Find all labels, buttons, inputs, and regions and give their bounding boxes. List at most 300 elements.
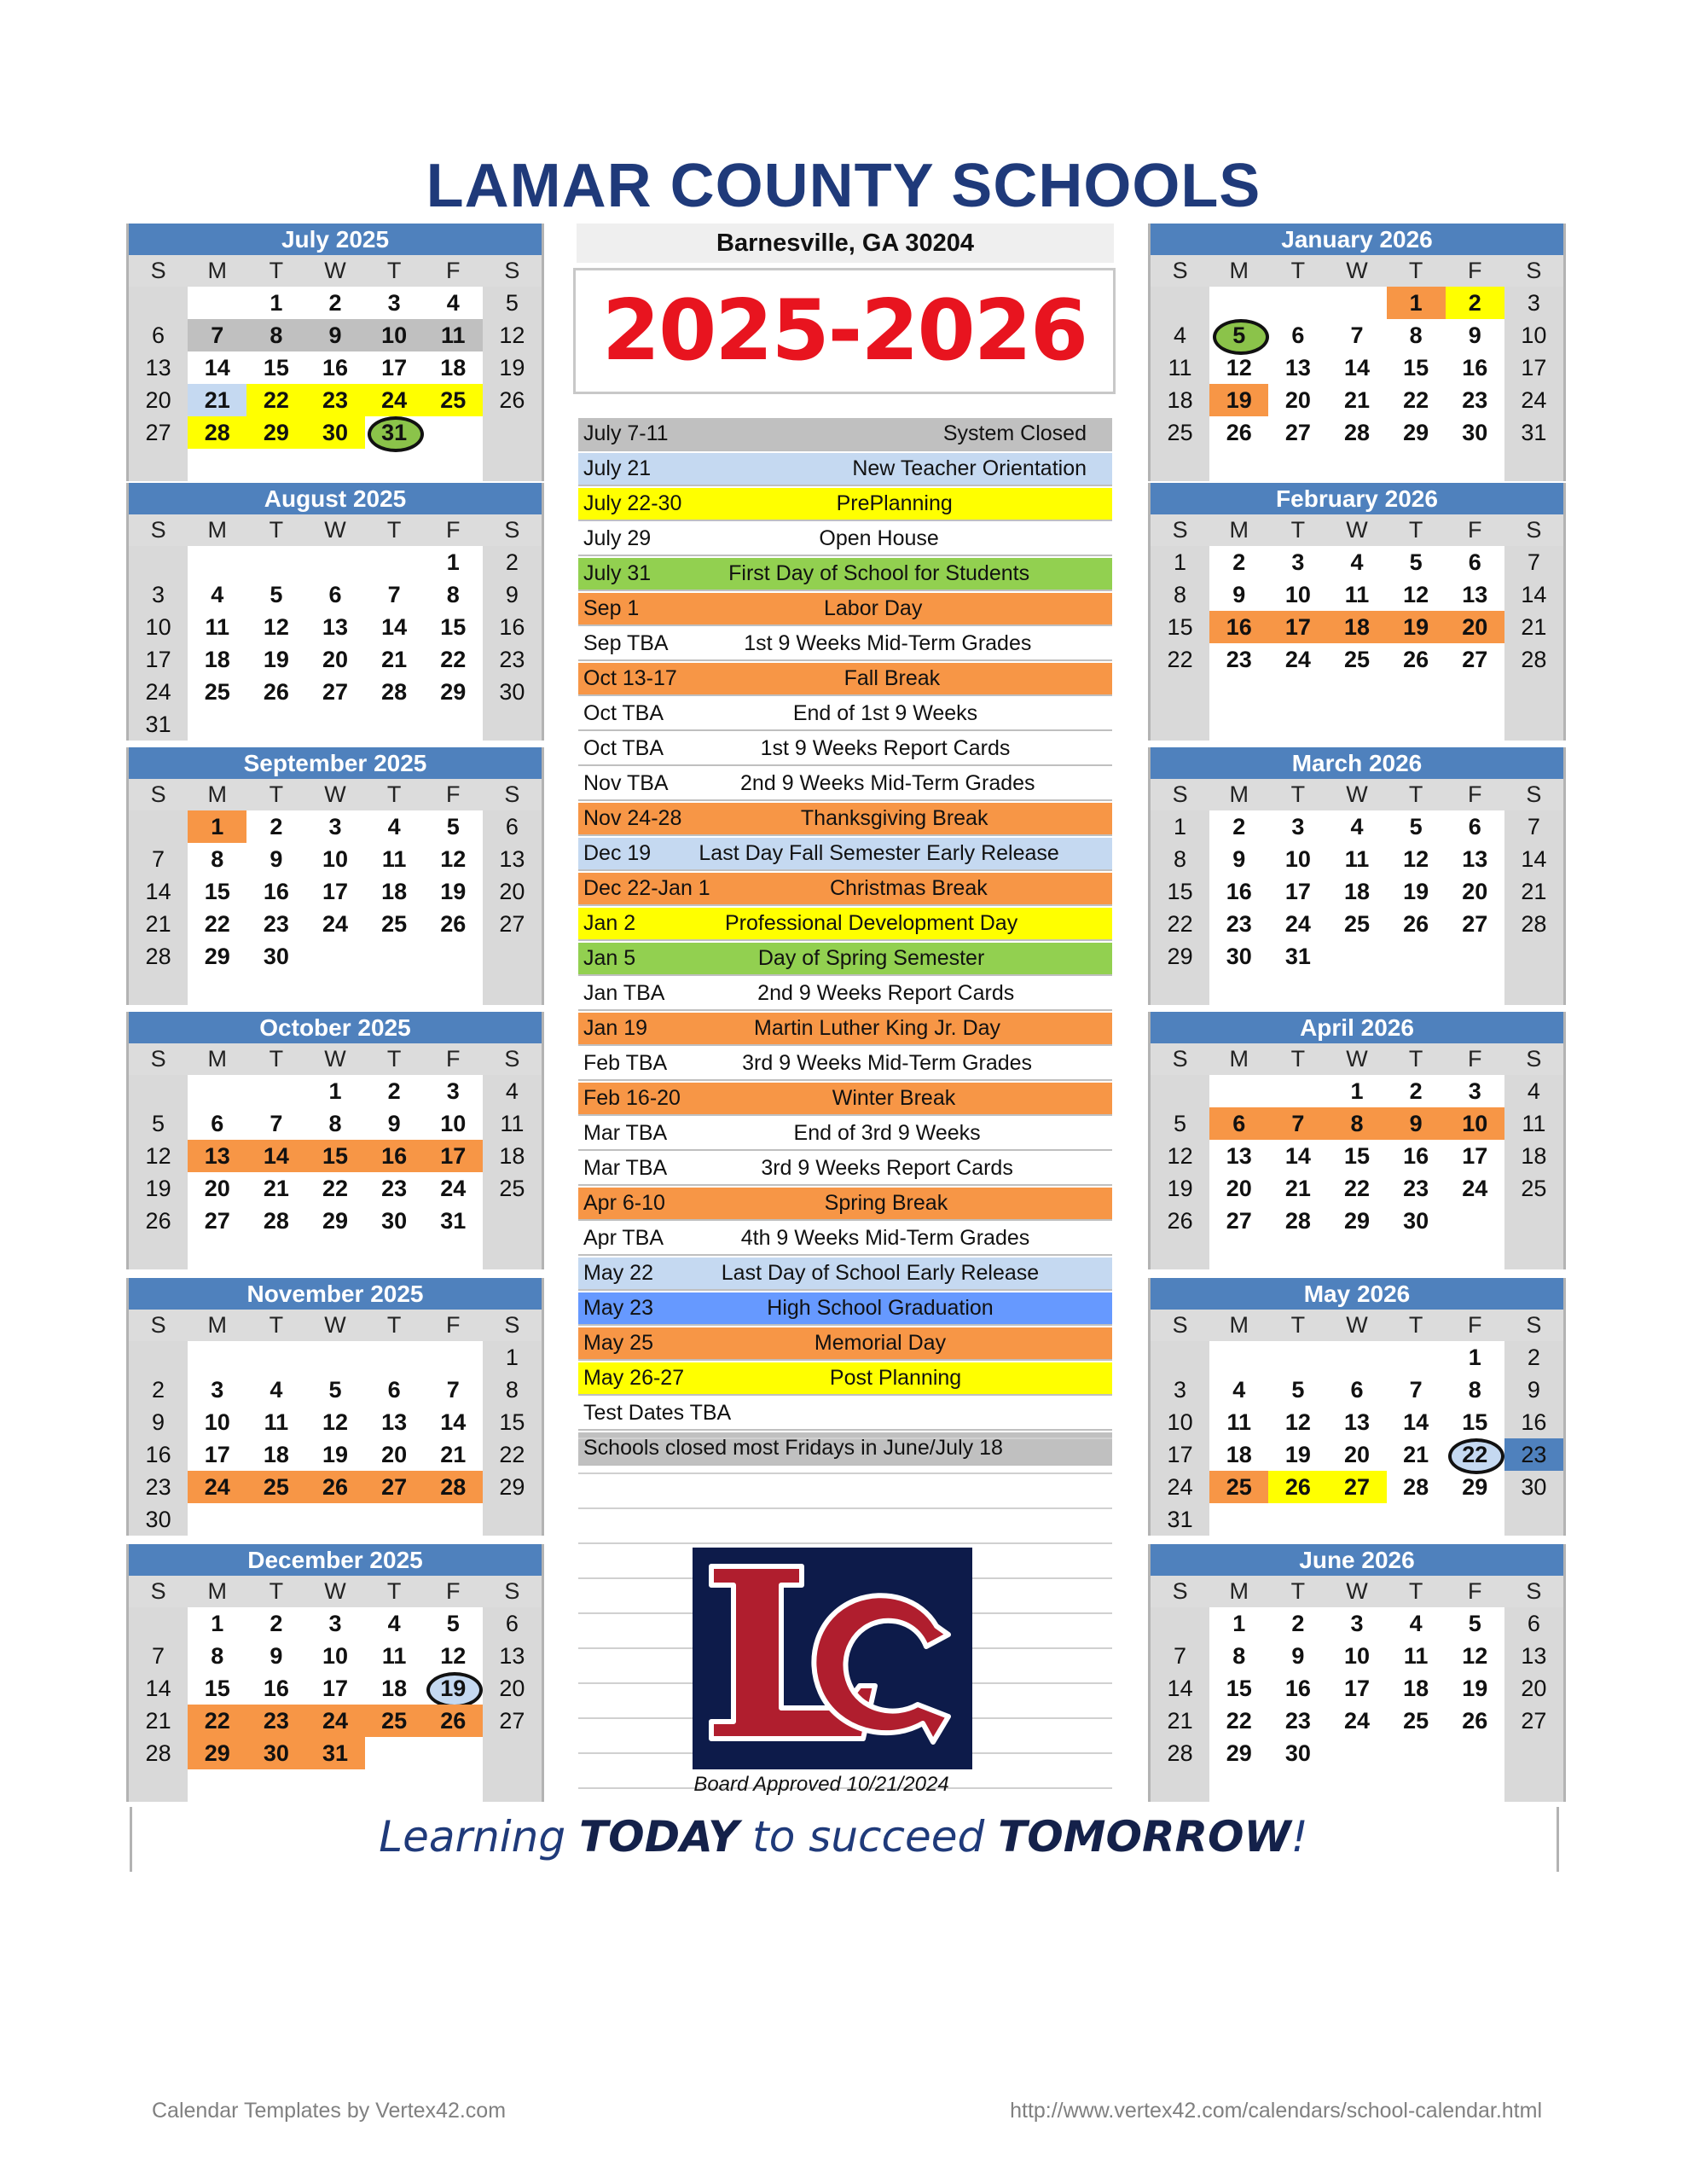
empty-day-cell <box>1504 449 1563 481</box>
day-cell: 6 <box>1468 549 1481 575</box>
empty-day-cell <box>188 1769 246 1802</box>
day-cell: 18 <box>1343 879 1371 904</box>
day-cell: 25 <box>1343 647 1371 672</box>
day-cell: 31 <box>1151 1503 1209 1536</box>
day-cell: 31 <box>440 1208 467 1234</box>
day-cell: 11 <box>1151 351 1209 384</box>
day-cell: 11 <box>1403 1643 1429 1669</box>
weekday-label: T <box>246 1310 305 1341</box>
day-cell: 18 <box>1504 1140 1563 1172</box>
day-cell: 29 <box>188 1737 246 1769</box>
month-title: October 2025 <box>129 1012 542 1043</box>
month-calendar <box>1148 747 1566 1005</box>
day-cell: 16 <box>483 611 542 643</box>
weekday-label: T <box>1387 1310 1446 1341</box>
month-title: August 2025 <box>129 483 542 514</box>
empty-day-cell <box>129 810 188 843</box>
day-cell: 1 <box>328 1078 342 1104</box>
empty-day-cell <box>1209 1075 1268 1107</box>
weekday-label: W <box>1327 779 1386 810</box>
day-cell: 11 <box>381 846 407 872</box>
weekday-label: S <box>1151 779 1209 810</box>
day-cell: 30 <box>1403 1208 1429 1234</box>
weekday-label: M <box>188 1310 246 1341</box>
day-cell: 14 <box>1504 843 1563 875</box>
day-cell: 29 <box>1151 940 1209 973</box>
day-cell: 23 <box>1226 911 1252 937</box>
weekday-label: M <box>1209 1043 1268 1075</box>
event-row <box>578 873 1112 906</box>
day-cell: 3 <box>446 1078 460 1104</box>
day-cell: 22 <box>204 911 230 937</box>
day-number: 31 <box>381 420 408 445</box>
day-cell: 15 <box>1403 355 1429 380</box>
day-cell: 5 <box>1291 1377 1305 1403</box>
event-date: July 21 <box>583 456 652 480</box>
template-credit: Calendar Templates by Vertex42.com <box>152 2099 507 2123</box>
empty-day-cell <box>1327 1737 1386 1769</box>
weekday-label: T <box>365 1310 424 1341</box>
empty-day-cell <box>246 973 305 1005</box>
empty-day-cell <box>1268 1341 1327 1374</box>
day-cell: 28 <box>129 1737 188 1769</box>
empty-day-cell <box>246 546 305 578</box>
empty-day-cell <box>1327 449 1386 481</box>
event-name: 1st 9 Weeks Report Cards <box>760 736 1011 760</box>
empty-day-cell <box>305 708 364 741</box>
event-date: July 22-30 <box>583 491 682 515</box>
day-cell: 31 <box>1284 944 1311 969</box>
empty-day-cell <box>129 1769 188 1802</box>
empty-day-cell <box>424 973 483 1005</box>
empty-day-cell <box>1151 708 1209 741</box>
weekday-label: T <box>365 1043 424 1075</box>
weekday-label: T <box>1268 255 1327 287</box>
day-cell: 10 <box>322 1643 349 1669</box>
empty-day-cell <box>1446 1503 1504 1536</box>
weekday-label: F <box>424 1310 483 1341</box>
empty-day-cell <box>483 1503 542 1536</box>
day-cell: 7 <box>1151 1640 1209 1672</box>
empty-day-cell <box>1387 940 1446 973</box>
day-cell: 25 <box>1403 1708 1429 1734</box>
day-cell: 16 <box>1403 1143 1429 1169</box>
day-cell: 7 <box>1268 1107 1327 1140</box>
day-cell: 4 <box>211 582 224 607</box>
day-cell: 17 <box>1343 1676 1371 1701</box>
day-cell: 13 <box>1343 1409 1371 1435</box>
day-number: 19 <box>440 1676 467 1701</box>
day-cell: 16 <box>1226 879 1252 904</box>
weekday-label: W <box>305 1043 364 1075</box>
empty-day-cell <box>129 546 188 578</box>
event-name: Spring Break <box>824 1191 948 1215</box>
day-cell: 8 <box>1151 578 1209 611</box>
weekday-label: M <box>1209 779 1268 810</box>
empty-day-cell <box>483 449 542 481</box>
weekday-label: S <box>1504 1043 1563 1075</box>
weekday-label: S <box>1151 1576 1209 1607</box>
weekday-label: W <box>1327 514 1386 546</box>
day-cell: 29 <box>246 416 305 449</box>
event-row <box>578 768 1112 801</box>
day-cell: 14 <box>1284 1143 1311 1169</box>
empty-day-cell <box>305 449 364 481</box>
event-date: Jan TBA <box>583 981 665 1005</box>
weekday-label: F <box>424 779 483 810</box>
day-cell: 9 <box>270 1643 283 1669</box>
day-cell: 23 <box>1226 647 1252 672</box>
empty-day-cell <box>305 1237 364 1269</box>
day-cell: 27 <box>1462 911 1488 937</box>
day-cell: 28 <box>1504 643 1563 676</box>
day-cell: 10 <box>1284 846 1311 872</box>
day-cell: 21 <box>1403 1442 1429 1467</box>
day-cell: 6 <box>1504 1607 1563 1640</box>
event-name: 2nd 9 Weeks Report Cards <box>757 981 1015 1005</box>
day-cell: 26 <box>263 679 289 705</box>
day-cell: 27 <box>1284 420 1311 445</box>
empty-day-cell <box>483 1205 542 1237</box>
day-cell: 28 <box>188 416 246 449</box>
day-cell: 21 <box>1151 1705 1209 1737</box>
day-cell: 4 <box>1151 319 1209 351</box>
day-cell: 12 <box>263 614 289 640</box>
day-cell: 6 <box>483 1607 542 1640</box>
event-row <box>578 1292 1112 1326</box>
empty-day-cell <box>1209 449 1268 481</box>
lc-school-logo-icon <box>693 1548 972 1769</box>
day-cell: 23 <box>1462 387 1488 413</box>
empty-day-cell <box>483 1237 542 1269</box>
event-date: May 23 <box>583 1296 653 1320</box>
event-name: End of 1st 9 Weeks <box>792 701 978 725</box>
day-cell: 22 <box>1403 387 1429 413</box>
event-row <box>578 1327 1112 1361</box>
weekday-label: S <box>1151 514 1209 546</box>
day-cell: 17 <box>129 643 188 676</box>
empty-day-cell <box>365 449 424 481</box>
event-name: First Day of School for Students <box>728 561 1030 585</box>
day-cell: 17 <box>1504 351 1563 384</box>
day-cell: 27 <box>483 908 542 940</box>
weekday-label: T <box>1387 1043 1446 1075</box>
day-cell: 14 <box>381 614 408 640</box>
slogan <box>0 1812 1687 1862</box>
day-cell: 8 <box>328 1111 342 1136</box>
day-cell: 8 <box>1232 1643 1246 1669</box>
day-cell: 28 <box>129 940 188 973</box>
empty-day-cell <box>1268 287 1327 319</box>
day-cell: 13 <box>1284 355 1311 380</box>
day-cell: 14 <box>1151 1672 1209 1705</box>
day-cell: 23 <box>1504 1438 1563 1471</box>
weekday-label: F <box>424 1576 483 1607</box>
day-cell: 19 <box>440 879 467 904</box>
day-cell: 10 <box>1284 582 1311 607</box>
event-date: Feb 16-20 <box>583 1086 681 1110</box>
day-cell: 29 <box>322 1208 349 1234</box>
empty-day-cell <box>129 1075 188 1107</box>
weekday-label: F <box>1446 255 1504 287</box>
day-cell: 30 <box>1504 1471 1563 1503</box>
day-cell: 12 <box>322 1409 349 1435</box>
empty-day-cell <box>1446 676 1504 708</box>
day-cell: 19 <box>483 351 542 384</box>
day-cell: 18 <box>1403 1676 1429 1701</box>
month-calendar <box>1148 1544 1566 1802</box>
weekday-label: W <box>1327 1576 1386 1607</box>
day-cell: 2 <box>1504 1341 1563 1374</box>
day-cell: 30 <box>1226 944 1252 969</box>
empty-day-cell <box>1327 1769 1386 1802</box>
day-cell: 26 <box>1403 911 1429 937</box>
day-cell: 5 <box>270 582 283 607</box>
day-cell: 26 <box>129 1205 188 1237</box>
event-date: Mar TBA <box>583 1121 668 1145</box>
weekday-label: W <box>1327 255 1386 287</box>
weekday-label: S <box>483 1310 542 1341</box>
empty-day-cell <box>1268 676 1327 708</box>
day-cell: 7 <box>1409 1377 1423 1403</box>
event-name: Last Day Fall Semester Early Release <box>699 841 1059 865</box>
empty-day-cell <box>188 1341 246 1374</box>
empty-day-cell <box>1387 973 1446 1005</box>
day-cell: 6 <box>328 582 342 607</box>
empty-day-cell <box>305 1769 364 1802</box>
day-cell: 9 <box>1291 1643 1305 1669</box>
empty-day-cell <box>483 973 542 1005</box>
day-cell: 19 <box>1387 611 1446 643</box>
day-cell: 11 <box>205 614 229 640</box>
day-cell: 7 <box>129 1640 188 1672</box>
day-cell: 26 <box>1462 1708 1488 1734</box>
month-calendar <box>126 1278 544 1536</box>
day-cell: 8 <box>246 319 305 351</box>
weekday-label: S <box>483 255 542 287</box>
empty-day-cell <box>1268 1503 1327 1536</box>
day-cell <box>365 416 424 449</box>
empty-day-cell <box>1504 1503 1563 1536</box>
school-year-box <box>573 268 1116 394</box>
day-cell: 27 <box>1226 1208 1252 1234</box>
day-cell: 28 <box>1403 1474 1429 1500</box>
day-cell: 10 <box>1446 1107 1504 1140</box>
weekday-label: T <box>1268 1576 1327 1607</box>
weekday-label: M <box>188 1043 246 1075</box>
weekday-label: S <box>129 1043 188 1075</box>
empty-day-cell <box>1151 1769 1209 1802</box>
day-cell: 30 <box>263 944 289 969</box>
event-name: 3rd 9 Weeks Report Cards <box>761 1156 1013 1180</box>
weekday-label: F <box>1446 779 1504 810</box>
day-cell: 28 <box>1504 908 1563 940</box>
empty-day-cell <box>1504 1769 1563 1802</box>
day-cell: 14 <box>1403 1409 1429 1435</box>
empty-day-cell <box>188 1503 246 1536</box>
day-cell: 1 <box>1387 287 1446 319</box>
day-cell: 5 <box>483 287 542 319</box>
month-title: January 2026 <box>1151 224 1563 255</box>
empty-day-cell <box>1151 449 1209 481</box>
day-cell: 28 <box>381 679 408 705</box>
day-cell: 8 <box>211 846 224 872</box>
empty-day-cell <box>1327 1237 1386 1269</box>
empty-day-cell <box>305 973 364 1005</box>
day-cell: 13 <box>129 351 188 384</box>
weekday-label: S <box>1504 255 1563 287</box>
empty-day-cell <box>1209 1769 1268 1802</box>
empty-day-cell <box>246 1341 305 1374</box>
day-cell: 3 <box>211 1377 224 1403</box>
day-cell: 9 <box>305 319 364 351</box>
empty-day-cell <box>365 546 424 578</box>
day-cell: 25 <box>1504 1172 1563 1205</box>
weekday-label: W <box>305 1576 364 1607</box>
empty-day-cell <box>1209 676 1268 708</box>
day-cell: 4 <box>1409 1611 1423 1636</box>
day-cell: 9 <box>1232 582 1246 607</box>
day-cell: 25 <box>204 679 230 705</box>
empty-day-cell <box>1387 1769 1446 1802</box>
day-cell: 17 <box>1462 1143 1488 1169</box>
day-cell: 14 <box>1504 578 1563 611</box>
day-cell: 11 <box>1504 1107 1563 1140</box>
day-cell: 20 <box>1284 387 1311 413</box>
weekday-label: S <box>1504 779 1563 810</box>
event-name: Fall Break <box>844 666 941 690</box>
empty-day-cell <box>1504 940 1563 973</box>
day-cell: 2 <box>129 1374 188 1406</box>
day-cell: 22 <box>1343 1176 1371 1201</box>
weekday-label: S <box>129 255 188 287</box>
day-cell: 23 <box>483 643 542 676</box>
empty-day-cell <box>1209 287 1268 319</box>
empty-day-cell <box>1327 1341 1386 1374</box>
month-title: June 2026 <box>1151 1544 1563 1576</box>
day-cell: 27 <box>1504 1705 1563 1737</box>
empty-day-cell <box>1151 1237 1209 1269</box>
day-cell: 15 <box>1151 875 1209 908</box>
weekday-label: T <box>246 514 305 546</box>
day-cell: 8 <box>1409 322 1423 348</box>
empty-day-cell <box>1446 1737 1504 1769</box>
day-cell: 19 <box>1151 1172 1209 1205</box>
event-row <box>578 1048 1112 1081</box>
empty-day-cell <box>1387 1341 1446 1374</box>
day-cell: 16 <box>1504 1406 1563 1438</box>
event-list <box>578 418 1112 1467</box>
weekday-label: T <box>1387 255 1446 287</box>
event-name: Thanksgiving Break <box>800 806 988 830</box>
day-cell: 18 <box>1327 611 1386 643</box>
empty-day-cell <box>365 1341 424 1374</box>
day-cell: 6 <box>483 810 542 843</box>
day-cell: 24 <box>1284 647 1311 672</box>
day-cell: 22 <box>1226 1708 1252 1734</box>
day-cell: 17 <box>322 1676 349 1701</box>
empty-day-cell <box>305 1341 364 1374</box>
empty-day-cell <box>1209 1237 1268 1269</box>
day-cell: 20 <box>1462 879 1488 904</box>
empty-day-cell <box>424 416 483 449</box>
weekday-label: F <box>424 514 483 546</box>
day-cell: 29 <box>483 1471 542 1503</box>
weekday-label: T <box>1268 1310 1327 1341</box>
event-name: PrePlanning <box>836 491 953 515</box>
event-row <box>578 1083 1112 1116</box>
weekday-label: T <box>1268 514 1327 546</box>
event-row <box>578 1013 1112 1046</box>
day-cell: 1 <box>446 549 460 575</box>
event-name: Post Planning <box>829 1366 962 1390</box>
empty-day-cell <box>483 416 542 449</box>
day-cell: 19 <box>263 647 289 672</box>
weekday-label: F <box>1446 1043 1504 1075</box>
weekday-label: F <box>1446 1310 1504 1341</box>
event-name: High School Graduation <box>767 1296 994 1320</box>
day-cell: 29 <box>440 679 467 705</box>
day-cell: 17 <box>322 879 349 904</box>
day-cell: 17 <box>381 355 408 380</box>
weekday-label: S <box>483 779 542 810</box>
day-cell: 15 <box>1462 1409 1488 1435</box>
day-cell: 8 <box>483 1374 542 1406</box>
day-cell: 1 <box>483 1341 542 1374</box>
day-cell: 15 <box>1343 1143 1371 1169</box>
day-cell: 9 <box>129 1406 188 1438</box>
day-cell: 21 <box>188 384 246 416</box>
day-cell: 30 <box>381 1208 408 1234</box>
empty-day-cell <box>1504 973 1563 1005</box>
day-cell: 25 <box>1209 1471 1268 1503</box>
day-cell: 1 <box>1151 810 1209 843</box>
empty-day-cell <box>365 973 424 1005</box>
day-cell: 23 <box>263 911 289 937</box>
weekday-label: S <box>129 1310 188 1341</box>
day-cell: 1 <box>211 1611 224 1636</box>
day-cell: 2 <box>1291 1611 1305 1636</box>
day-cell: 19 <box>1209 384 1268 416</box>
day-cell: 20 <box>483 1672 542 1705</box>
empty-day-cell <box>424 1503 483 1536</box>
weekday-label: S <box>1151 1310 1209 1341</box>
empty-day-cell <box>1446 973 1504 1005</box>
weekday-label: W <box>1327 1043 1386 1075</box>
day-cell: 21 <box>381 647 408 672</box>
school-year: 2025-2026 <box>601 282 1087 380</box>
event-date: Jan 5 <box>583 946 636 970</box>
empty-day-cell <box>129 449 188 481</box>
day-cell: 2 <box>387 1078 401 1104</box>
empty-day-cell <box>1209 1503 1268 1536</box>
event-date: May 25 <box>583 1331 653 1355</box>
slogan-today: TODAY <box>579 1812 739 1862</box>
day-cell: 20 <box>1226 1176 1252 1201</box>
day-cell: 11 <box>424 319 483 351</box>
event-row <box>578 803 1112 836</box>
empty-day-cell <box>305 546 364 578</box>
day-cell: 23 <box>1403 1176 1429 1201</box>
event-name: Last Day of School Early Release <box>721 1261 1040 1285</box>
empty-day-cell <box>1387 676 1446 708</box>
day-cell: 17 <box>424 1140 483 1172</box>
day-cell: 2 <box>483 546 542 578</box>
day-cell: 12 <box>129 1140 188 1172</box>
day-cell: 27 <box>204 1208 230 1234</box>
empty-day-cell <box>305 1503 364 1536</box>
month-calendar <box>1148 1278 1566 1536</box>
